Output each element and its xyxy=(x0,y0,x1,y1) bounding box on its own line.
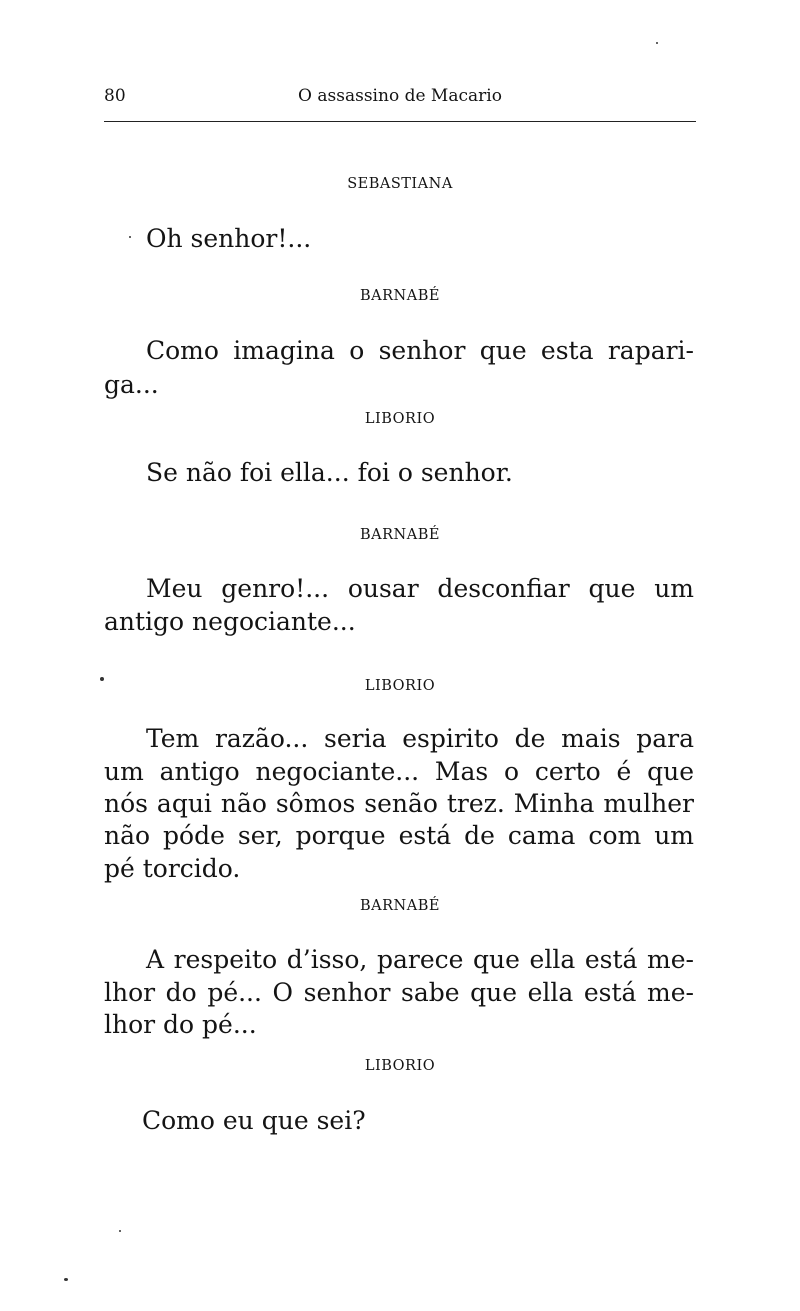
page-number: 80 xyxy=(104,86,126,106)
speaker-name: BARNABÉ xyxy=(360,288,440,304)
dialogue-line: não póde ser, porque está de cama com um xyxy=(104,821,694,850)
running-title: O assassino de Macario xyxy=(298,86,502,106)
speaker-name: SEBASTIANA xyxy=(347,176,453,192)
dialogue-line: nós aqui não sômos senão trez. Minha mulher xyxy=(104,789,694,818)
speaker-name: LIBORIO xyxy=(364,411,436,427)
dialogue-line: Meu genro!... ousar desconfiar que um xyxy=(146,574,694,603)
dialogue-line: Como imagina o senhor que esta rapari- xyxy=(146,336,694,365)
scan-speck xyxy=(119,1230,121,1232)
speaker-name: LIBORIO xyxy=(364,678,436,694)
scan-speck xyxy=(100,677,104,681)
dialogue-line: antigo negociante... xyxy=(104,607,356,636)
dialogue-line: pé torcido. xyxy=(104,854,241,883)
dialogue-line: um antigo negociante... Mas o certo é que xyxy=(104,757,694,786)
header-rule xyxy=(104,121,696,122)
dialogue-line: ga... xyxy=(104,370,159,399)
scan-speck xyxy=(656,42,658,44)
dialogue-line: lhor do pé... xyxy=(104,1010,257,1039)
page-header xyxy=(104,86,696,116)
dialogue-line: lhor do pé... O senhor sabe que ella está me- xyxy=(104,978,694,1007)
scan-speck xyxy=(129,236,131,238)
speaker-name: BARNABÉ xyxy=(360,527,440,543)
scan-speck xyxy=(64,1278,68,1281)
dialogue-line: Se não foi ella... foi o senhor. xyxy=(146,458,513,487)
speaker-name: BARNABÉ xyxy=(360,898,440,914)
dialogue-line: A respeito d’isso, parece que ella está me- xyxy=(146,945,694,974)
dialogue-line: Tem razão... seria espirito de mais para xyxy=(146,724,694,753)
speaker-name: LIBORIO xyxy=(364,1058,436,1074)
dialogue-line: Oh senhor!... xyxy=(146,224,312,253)
dialogue-line: Como eu que sei? xyxy=(142,1106,366,1135)
